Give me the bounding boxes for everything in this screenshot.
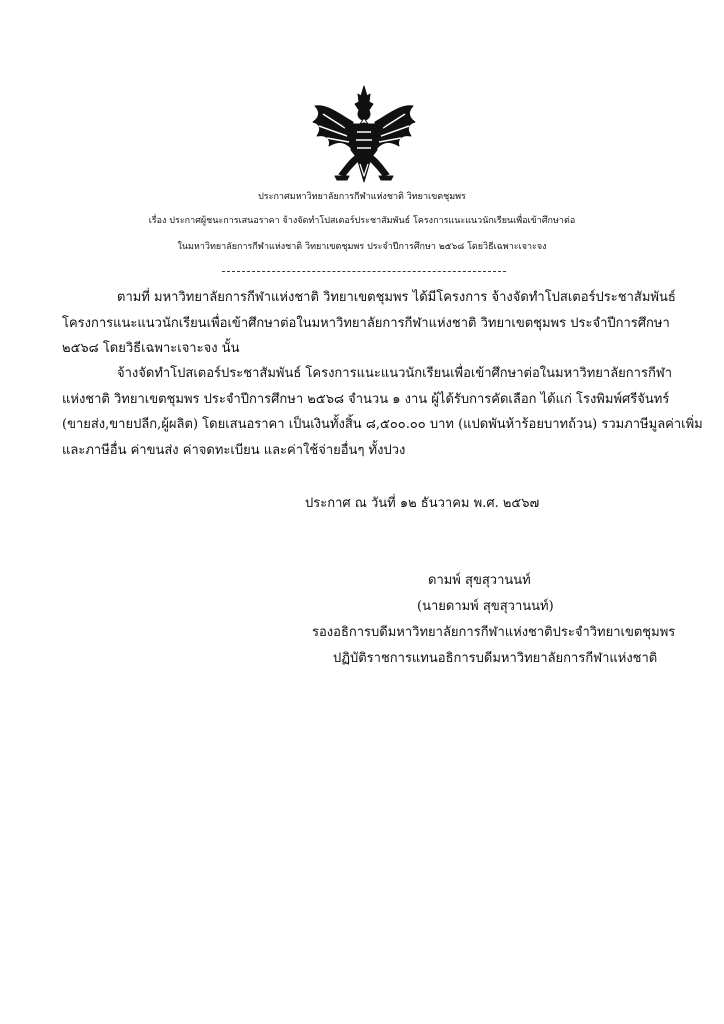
paragraph-1-line-1: ตามที่ มหาวิทยาลัยการกีฬาแห่งชาติ วิทยาเขตชุมพร ได้มีโครงการ จ้างจัดทำโปสเตอร์ประชาสัมพันธ์ xyxy=(117,290,676,305)
signatory-full-name: (นายดามพ์ สุขสุวานนท์) xyxy=(417,599,554,614)
subject-line-2: ในมหาวิทยาลัยการกีฬาแห่งชาติ วิทยาเขตชุมพร ประจำปีการศึกษา ๒๕๖๘ โดยวิธีเฉพาะเจาะจง xyxy=(177,242,547,252)
garuda-emblem-icon xyxy=(309,84,419,186)
subject-line-1: เรื่อง ประกาศผู้ชนะการเสนอราคา จ้างจัดทำโปสเตอร์ประชาสัมพันธ์ โครงการแนะแนวนักเรียนเพื่อเข้าศึกษาต่อ xyxy=(148,216,576,226)
paragraph-2-line-1: จ้างจัดทำโปสเตอร์ประชาสัมพันธ์ โครงการแนะแนวนักเรียนเพื่อเข้าศึกษาต่อในมหาวิทยาลัยการกีฬา xyxy=(117,366,673,381)
announcement-date: ประกาศ ณ วันที่ ๑๒ ธันวาคม พ.ศ. ๒๕๖๗ xyxy=(305,496,540,511)
signatory-position-1: รองอธิการบดีมหาวิทยาลัยการกีฬาแห่งชาติประจำวิทยาเขตชุมพร xyxy=(312,625,676,640)
issuer-heading: ประกาศมหาวิทยาลัยการกีฬาแห่งชาติ วิทยาเขตชุมพร xyxy=(258,192,466,202)
paragraph-2-line-2: แห่งชาติ วิทยาเขตชุมพร ประจำปีการศึกษา ๒๕๖๘ จำนวน ๑ งาน ผู้ได้รับการคัดเลือก ได้แก่ โรงพิมพ์ศรีจันทร์ xyxy=(62,392,670,407)
divider-line xyxy=(222,271,506,272)
signatory-position-2: ปฏิบัติราชการแทนอธิการบดีมหาวิทยาลัยการกีฬาแห่งชาติ xyxy=(333,651,658,666)
paragraph-2-line-4: และภาษีอื่น ค่าขนส่ง ค่าจดทะเบียน และค่าใช้จ่ายอื่นๆ ทั้งปวง xyxy=(62,443,406,458)
paragraph-1-line-2: โครงการแนะแนวนักเรียนเพื่อเข้าศึกษาต่อในมหาวิทยาลัยการกีฬาแห่งชาติ วิทยาเขตชุมพร ประจำปีการศึกษา xyxy=(62,316,670,331)
signature-name: ดามพ์ สุขสุวานนท์ xyxy=(428,573,531,588)
paragraph-1-line-3: ๒๕๖๘ โดยวิธีเฉพาะเจาะจง นั้น xyxy=(62,341,240,356)
paragraph-2-line-3: (ขายส่ง,ขายปลีก,ผู้ผลิต) โดยเสนอราคา เป็นเงินทั้งสิ้น ๘,๕๐๐.๐๐ บาท (แปดพันห้าร้อยบาทถ้วน) รวมภาษีมูลค่าเพิ่ม xyxy=(62,417,703,432)
